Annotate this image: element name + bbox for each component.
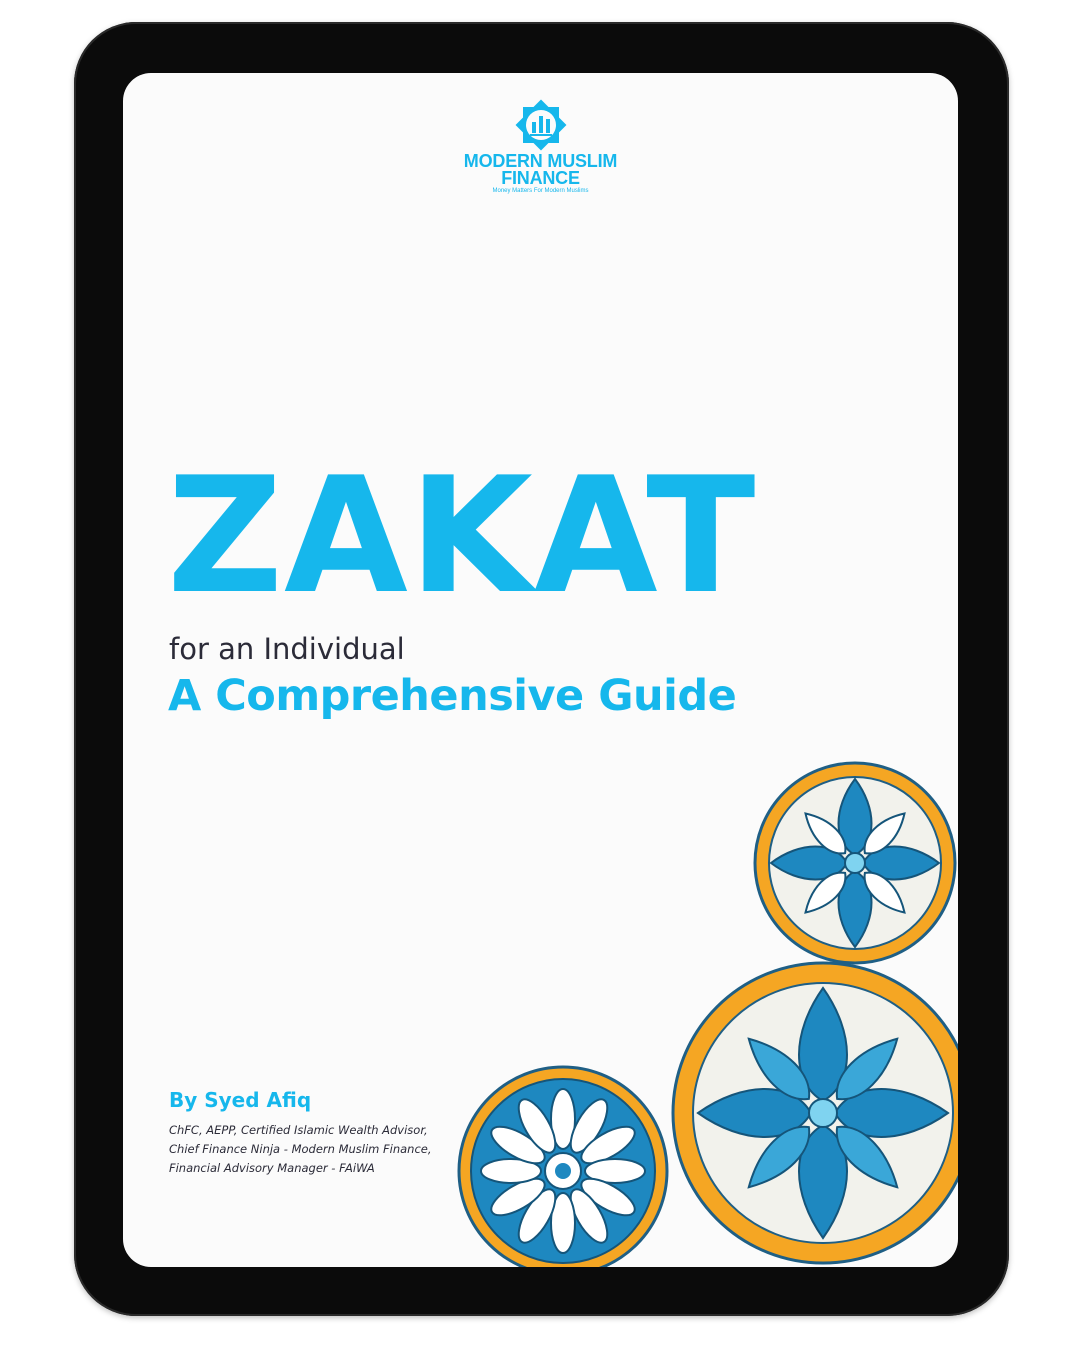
brand-logo: [123, 97, 958, 195]
brand-tagline: Money Matters For Modern Muslims: [492, 188, 589, 194]
flower-small: [459, 1067, 667, 1267]
cover-subtitle-large: A Comprehensive Guide: [168, 671, 737, 721]
credential-line: Financial Advisory Manager - FAiWA: [169, 1161, 375, 1175]
cover-title: ZAKAT: [167, 442, 757, 629]
tablet-frame: [74, 22, 1009, 1316]
medallion-top: [755, 763, 955, 963]
medallion-large: [673, 963, 958, 1263]
ebook-cover: [123, 73, 958, 1267]
brand-name-line2: FINANCE: [501, 168, 580, 188]
cover-subtitle-small: for an Individual: [169, 632, 405, 666]
credential-line: Chief Finance Ninja - Modern Muslim Finance,: [169, 1142, 432, 1156]
credential-line: ChFC, AEPP, Certified Islamic Wealth Advisor,: [169, 1123, 428, 1137]
author-byline: By Syed Afiq: [169, 1088, 312, 1112]
author-credentials: [169, 1121, 432, 1178]
star-chart-icon: [513, 97, 569, 153]
brand-name-line1: MODERN MUSLIM: [463, 151, 618, 171]
